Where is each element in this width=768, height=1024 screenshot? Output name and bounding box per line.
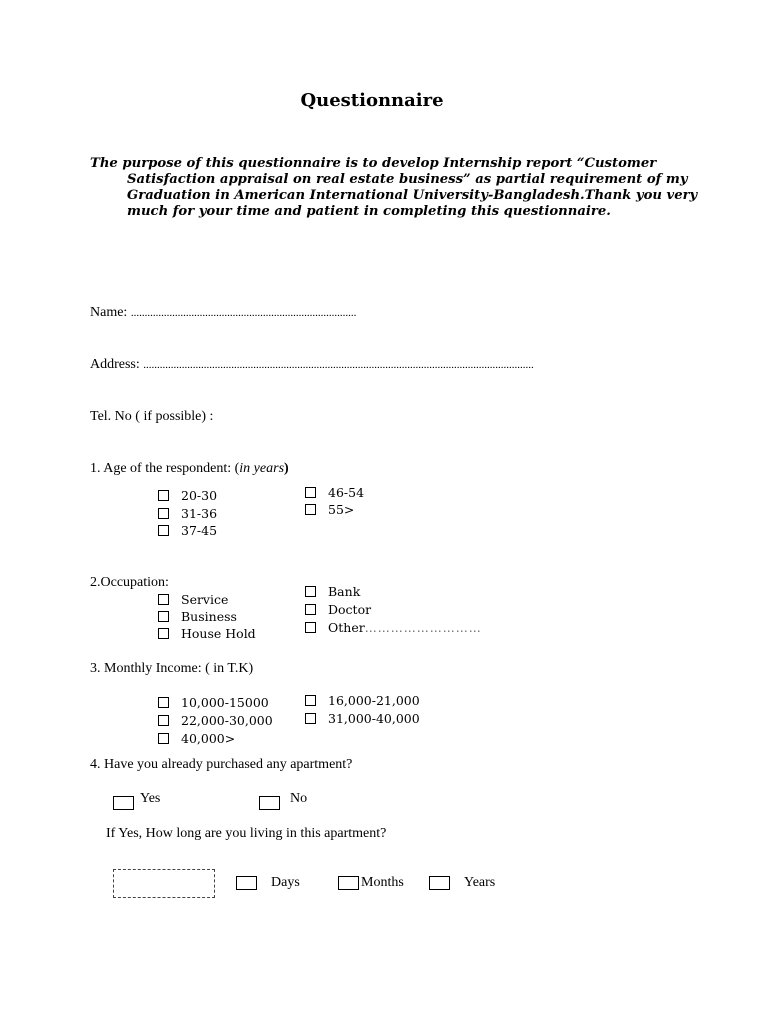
months-checkbox[interactable] [338,876,359,890]
address-row [90,357,534,373]
address-label: Address: [90,357,140,372]
checkbox-icon[interactable] [158,594,169,605]
checkbox-icon[interactable] [158,715,169,726]
q2-option[interactable] [158,592,228,607]
tel-label: Tel. No ( if possible) : [90,409,214,424]
yes-checkbox[interactable] [113,796,134,810]
q2-option[interactable] [305,620,482,635]
q1-label-text: 1. Age of the respondent: ( [90,461,240,476]
checkbox-icon[interactable] [158,525,169,536]
q1-option[interactable] [305,485,364,500]
days-checkbox[interactable] [236,876,257,890]
q1-label-unit: in years [239,461,285,476]
no-checkbox[interactable] [259,796,280,810]
q3-option[interactable] [158,695,269,710]
checkbox-icon[interactable] [158,733,169,744]
q3-option[interactable] [158,713,273,728]
q2-option-label: Doctor [328,602,372,617]
checkbox-icon[interactable] [305,586,316,597]
q1-option[interactable] [158,523,217,538]
years-checkbox[interactable] [429,876,450,890]
q2-option-label: Business [181,609,237,624]
duration-input[interactable] [113,869,215,898]
q1-label [90,461,289,477]
q2-option-label: Other [328,620,365,635]
q3-option-label: 16,000-21,000 [328,693,420,708]
q3-option-label: 22,000-30,000 [181,713,273,728]
q2-option[interactable] [305,602,371,617]
q3-option[interactable] [158,731,235,746]
q3-label: 3. Monthly Income: ( in T.K) [90,661,254,676]
q4-label: 4. Have you already purchased any apartment? [90,757,353,772]
q3-option-label: 10,000-15000 [181,695,269,710]
other-field[interactable]: ……………………… [364,621,482,635]
no-label: No [290,791,308,806]
checkbox-icon[interactable] [158,508,169,519]
checkbox-icon[interactable] [158,611,169,622]
q1-option[interactable] [158,506,217,521]
checkbox-icon[interactable] [158,628,169,639]
checkbox-icon[interactable] [305,713,316,724]
months-label: Months [361,875,404,890]
q2-label: 2.Occupation: [90,575,169,590]
q1-option-label: 55> [328,502,355,517]
yes-label: Yes [140,791,161,806]
purpose-statement: The purpose of this questionnaire is to develop Internship report “Customer Satisfaction appraisal on real estate business” as partial requirement of my Graduation in American International University-Bangladesh.Thank you very much for your time and patient in completing this questionnaire. [90,156,698,219]
checkbox-icon[interactable] [305,695,316,706]
q1-option[interactable] [305,502,354,517]
checkbox-icon[interactable] [158,490,169,501]
q2-option[interactable] [158,609,237,624]
address-field[interactable]: .............................................................................................................................................. [143,359,534,371]
q3-option-label: 31,000-40,000 [328,711,420,726]
name-label: Name: [90,305,128,320]
q1-option-label: 37-45 [181,523,218,538]
checkbox-icon[interactable] [305,487,316,498]
checkbox-icon[interactable] [305,504,316,515]
q3-option-label: 40,000> [181,731,236,746]
q1-option-label: 46-54 [328,485,365,500]
q2-option[interactable] [158,626,256,641]
q3-option[interactable] [305,693,420,708]
q2-option-label: Bank [328,584,361,599]
q1-option[interactable] [158,488,217,503]
years-label: Years [464,875,496,890]
name-row [90,305,356,321]
q4-followup: If Yes, How long are you living in this apartment? [106,826,387,841]
q1-option-label: 31-36 [181,506,218,521]
checkbox-icon[interactable] [305,622,316,633]
q2-option-label: Service [181,592,229,607]
checkbox-icon[interactable] [305,604,316,615]
q1-option-label: 20-30 [181,488,218,503]
q2-option-label: House Hold [181,626,256,641]
name-field[interactable]: .................................................................................. [130,307,357,319]
days-label: Days [271,875,300,890]
q2-option[interactable] [305,584,360,599]
page-title: Questionnaire [300,90,444,111]
q1-label-close: ) [284,461,289,476]
q3-option[interactable] [305,711,420,726]
checkbox-icon[interactable] [158,697,169,708]
